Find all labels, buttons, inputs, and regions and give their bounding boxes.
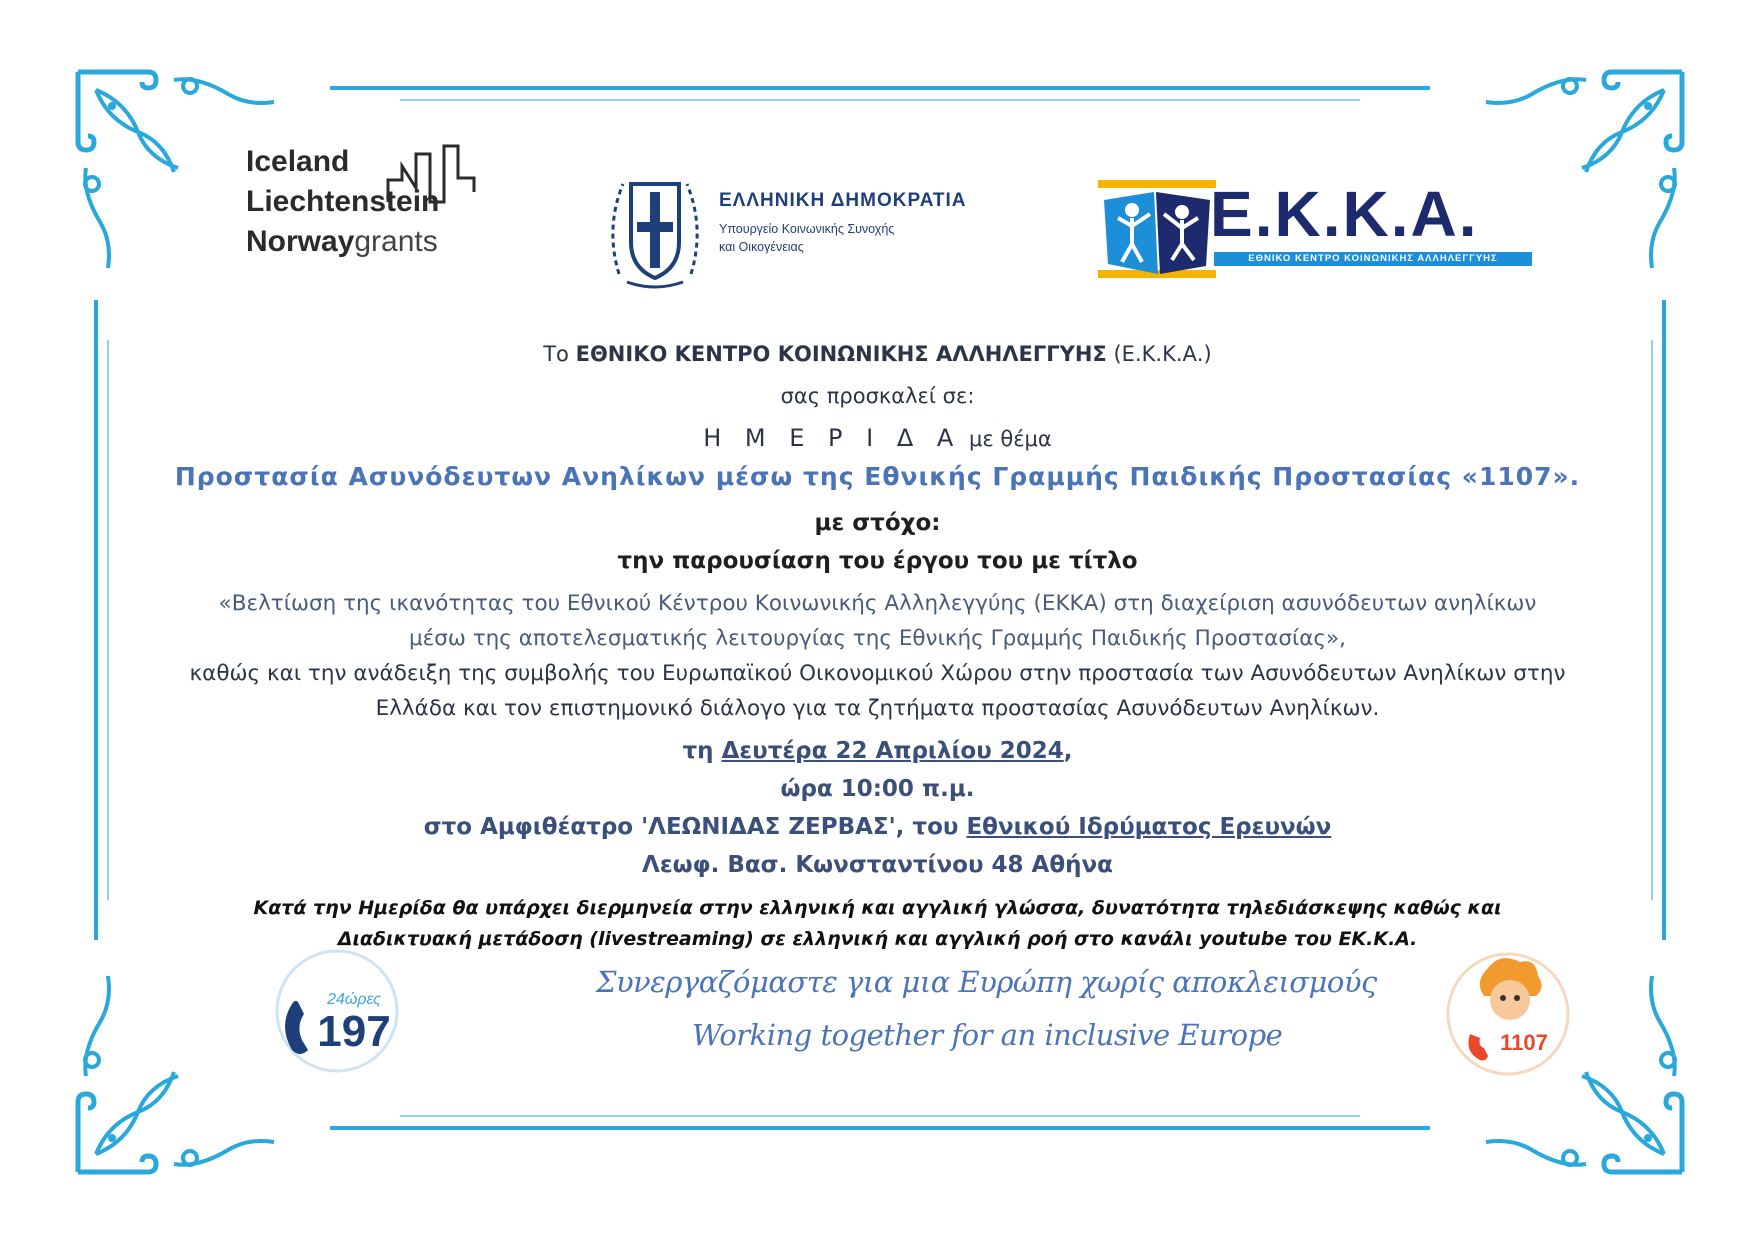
event-address: Λεωφ. Βασ. Κωνσταντίνου 48 Αθήνα <box>642 852 1113 878</box>
hotline-1107-number: 1107 <box>1500 1030 1548 1055</box>
slogan-english: Working together for an inclusive Europe <box>692 1018 1283 1052</box>
event-type-line <box>0 424 1755 452</box>
organizer-prefix: Το <box>543 342 569 366</box>
hotline-197-tag: 24ώρες <box>327 991 381 1008</box>
gov-title: ΕΛΛΗΝΙΚΗ ΔΗΜΟΚΡΑΤΙΑ <box>719 190 967 211</box>
venue-institute-link[interactable]: Εθνικού Ιδρύματος Ερευνών <box>966 814 1332 840</box>
event-date: Δευτέρα 22 Απριλίου 2024 <box>721 738 1064 764</box>
phone-icon-red <box>1468 1034 1488 1061</box>
event-time: ώρα 10:00 π.μ. <box>780 776 975 802</box>
goal-heading: με στόχο: <box>814 510 941 536</box>
gov-ministry-line1: Υπουργείο Κοινωνικής Συνοχής <box>719 222 895 236</box>
event-type-suffix: με θέμα <box>968 427 1052 451</box>
organizer-name: ΕΘΝΙΚΟ ΚΕΝΤΡΟ ΚΟΙΝΩΝΙΚΗΣ ΑΛΛΗΛΕΓΓΥΗΣ <box>575 342 1107 366</box>
ekka-subtitle: ΕΘΝΙΚΟ ΚΕΝΤΡΟ ΚΟΙΝΩΝΙΚΗΣ ΑΛΛΗΛΕΓΓΥΗΣ <box>1214 252 1532 266</box>
eea-grants-word: grants <box>354 225 438 258</box>
event-venue-line <box>0 814 1755 840</box>
presentation-line: την παρουσίαση του έργου του με τίτλο <box>617 548 1138 574</box>
organizer-abbr: (Ε.Κ.Κ.Α.) <box>1113 342 1212 366</box>
event-date-line <box>0 738 1755 764</box>
ekka-logo <box>1098 178 1528 288</box>
gov-text-block <box>719 190 966 256</box>
project-title-line1: «Βελτίωση της ικανότητας του Εθνικού Κέντρου Κοινωνικής Αλληλεγγύης (ΕΚΚΑ) στη διαχείριση ασυνόδευτων ανηλίκων <box>218 591 1537 616</box>
ekka-wordmark: Ε.Κ.Κ.Α. <box>1210 178 1479 250</box>
eea-line-liechtenstein: Liechtenstein <box>246 185 440 218</box>
gov-ministry <box>719 220 966 256</box>
contribution-line2: Ελλάδα και τον επιστημονικό διάλογο για τα ζητήματα προστασίας Ασυνόδευτων Ανηλίκων. <box>375 696 1380 721</box>
eea-mark-icon <box>386 144 476 204</box>
eea-grants-logo <box>246 142 486 312</box>
event-topic: Προστασία Ασυνόδευτων Ανηλίκων μέσω της Εθνικής Γραμμής Παιδικής Προστασίας «1107». <box>174 462 1581 491</box>
project-title <box>0 586 1755 656</box>
invites-line: σας προσκαλεί σε: <box>780 384 975 408</box>
eea-line-norway <box>246 222 486 262</box>
organizer-line <box>0 342 1755 366</box>
eea-line-iceland: Iceland <box>246 145 350 178</box>
note-line2: Διαδικτυακή μετάδοση (livestreaming) σε ελληνική και αγγλική ροή στο κανάλι youtube του ΕΚ.Κ.Α. <box>337 928 1418 950</box>
hotline-1107-logo <box>1440 948 1576 1078</box>
note-line1: Κατά την Ημερίδα θα υπάρχει διερμηνεία στην ελληνική και αγγλική γλώσσα, δυνατότητα τηλεδιάσκεψης καθώς και <box>253 897 1502 919</box>
hotline-197-logo <box>262 946 412 1076</box>
hellenic-republic-logo <box>605 164 975 292</box>
project-title-line2: μέσω της αποτελεσματικής λειτουργίας της Εθνικής Γραμμής Παιδικής Προστασίας», <box>408 626 1347 651</box>
coat-of-arms-icon <box>605 164 705 292</box>
eea-norway-word: Norway <box>246 225 355 258</box>
contribution-line1: καθώς και την ανάδειξη της συμβολής του Ευρωπαϊκού Οικονομικού Χώρου στην προστασία των Ασυνόδευτων Ανηλίκων στην <box>189 661 1566 686</box>
gov-ministry-line2: και Οικογένειας <box>719 240 804 254</box>
event-type: Η Μ Ε Ρ Ι Δ Α <box>703 424 962 452</box>
event-venue: στο Αμφιθέατρο 'ΛΕΩΝΙΔΑΣ ΖΕΡΒΑΣ', του <box>423 814 959 840</box>
hotline-197-number: 197 <box>317 1007 391 1056</box>
event-date-prefix: τη <box>682 738 714 764</box>
ekka-figures-icon <box>1098 178 1216 288</box>
slogan-greek: Συνεργαζόμαστε για μια Ευρώπη χωρίς αποκλεισμούς <box>596 965 1377 999</box>
contribution-paragraph <box>0 656 1755 726</box>
event-date-suffix: , <box>1063 738 1073 764</box>
